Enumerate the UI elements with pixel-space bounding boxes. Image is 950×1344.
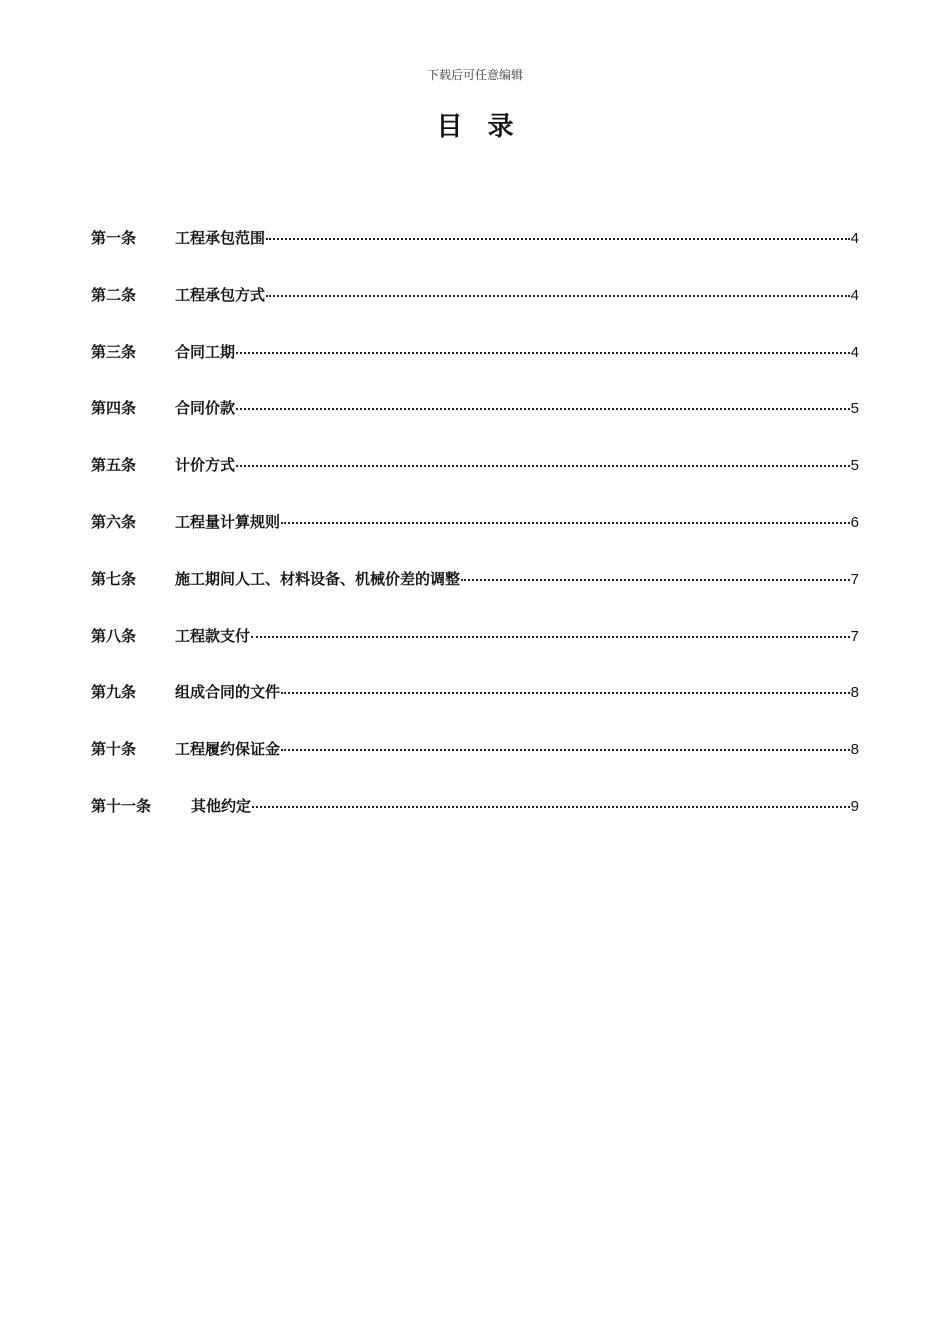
toc-entry-number: 第七条 (91, 569, 137, 588)
dot-leader (281, 749, 850, 751)
toc-entry-page: 4 (850, 343, 859, 361)
toc-entry-label: 合同工期 (175, 342, 236, 361)
toc-entry-label: 计价方式 (175, 456, 236, 475)
toc-entry[interactable] (91, 284, 859, 341)
toc-entry-label: 工程量计算规则 (175, 512, 281, 531)
toc-entry-number: 第二条 (91, 285, 137, 304)
toc-entry[interactable] (91, 454, 859, 511)
toc-entry-number: 第九条 (91, 683, 137, 702)
toc-entry[interactable] (91, 511, 859, 568)
toc-entry-label: 组成合同的文件 (175, 683, 281, 702)
toc-entry-page: 4 (850, 286, 859, 304)
dot-leader (266, 295, 850, 297)
table-of-contents (91, 227, 859, 852)
toc-entry-page: 7 (850, 627, 859, 645)
toc-entry-page: 5 (850, 457, 859, 475)
dot-leader (266, 238, 850, 240)
toc-entry-number: 第六条 (91, 512, 137, 531)
toc-entry-number: 第一条 (91, 229, 137, 247)
toc-entry-page: 7 (850, 570, 859, 588)
toc-entry[interactable] (91, 681, 859, 738)
toc-entry-label: 工程款支付 (175, 626, 251, 645)
toc-entry[interactable] (91, 625, 859, 682)
toc-entry-label: 工程承包范围 (175, 229, 266, 247)
dot-leader (251, 636, 850, 638)
toc-entry-number: 第五条 (91, 456, 137, 475)
toc-entry[interactable] (91, 341, 859, 398)
toc-entry-number: 第八条 (91, 626, 137, 645)
toc-entry-page: 6 (850, 513, 859, 531)
toc-entry-number: 第四条 (91, 399, 137, 418)
toc-entry-label: 工程履约保证金 (175, 740, 281, 759)
toc-entry[interactable] (91, 227, 859, 284)
toc-entry-label: 施工期间人工、材料设备、机械价差的调整 (175, 569, 461, 588)
toc-entry-label: 合同价款 (175, 399, 236, 418)
header-note: 下载后可任意编辑 (426, 68, 523, 82)
toc-entry-number: 第十一条 (91, 796, 152, 815)
toc-entry-label: 工程承包方式 (175, 285, 266, 304)
toc-entry-page: 8 (850, 741, 859, 759)
toc-entry-page: 4 (850, 230, 859, 247)
dot-leader (236, 408, 850, 410)
toc-entry-page: 9 (850, 797, 859, 815)
dot-leader (281, 692, 850, 694)
page-title: 目 录 (436, 112, 522, 142)
dot-leader (236, 465, 850, 467)
dot-leader (281, 522, 850, 524)
toc-entry-page: 8 (850, 684, 859, 702)
toc-entry-label: 其他约定 (191, 796, 252, 815)
toc-entry[interactable] (91, 397, 859, 454)
dot-leader (236, 352, 850, 354)
toc-entry-page: 5 (850, 400, 859, 418)
dot-leader (252, 806, 850, 808)
toc-entry-number: 第三条 (91, 342, 137, 361)
toc-entry[interactable] (91, 795, 859, 852)
toc-entry[interactable] (91, 738, 859, 795)
toc-entry[interactable] (91, 568, 859, 625)
toc-entry-number: 第十条 (91, 740, 137, 759)
dot-leader (461, 579, 850, 581)
